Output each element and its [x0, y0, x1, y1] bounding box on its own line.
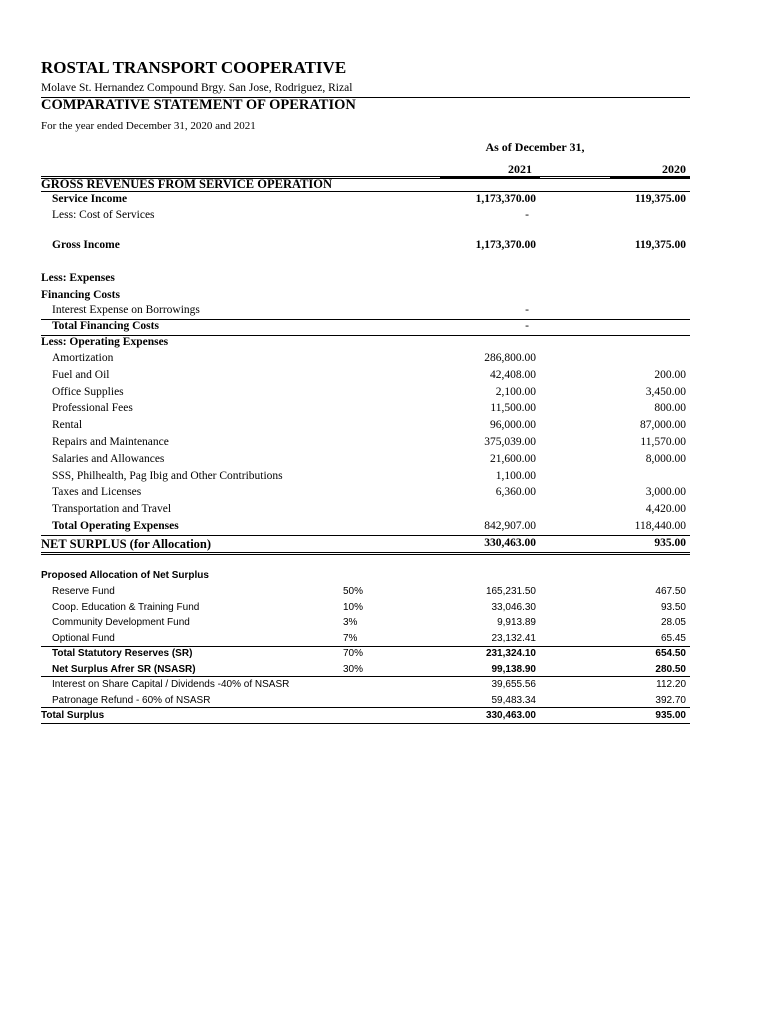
value-2021: 96,000.00	[490, 419, 536, 432]
net-surplus-row	[0, 537, 768, 553]
row-label: Optional Fund	[52, 632, 115, 644]
row-label: Total Statutory Reserves (SR)	[52, 648, 193, 659]
row-label: Repairs and Maintenance	[52, 436, 169, 448]
row-label: Patronage Refund - 60% of NSASR	[52, 694, 211, 706]
operating-heading: Less: Operating Expenses	[41, 336, 169, 348]
value-2021: -	[525, 209, 529, 221]
allocation-row	[0, 586, 768, 602]
net-surplus-top-rule	[41, 535, 690, 536]
as-of-heading: As of December 31,	[485, 140, 585, 154]
financing-heading-row	[0, 289, 768, 305]
allocation-row	[0, 679, 768, 695]
value-2020: 654.50	[655, 648, 686, 659]
gross-income-row	[0, 239, 768, 255]
statement-period: For the year ended December 31, 2020 and 2021	[41, 120, 256, 132]
value-2021: -	[525, 304, 529, 316]
value-2020: 467.50	[655, 586, 686, 597]
total-surplus-top-rule	[41, 707, 690, 708]
row-label: Fuel and Oil	[52, 368, 110, 381]
allocation-row	[0, 617, 768, 633]
value-2020: 8,000.00	[645, 452, 686, 465]
value-2021: 23,132.41	[491, 632, 536, 644]
value-2021: 99,138.90	[491, 663, 536, 675]
value-2021: 6,360.00	[495, 486, 536, 499]
allocation-heading: Proposed Allocation of Net Surplus	[41, 570, 209, 581]
value-2020: 392.70	[655, 694, 686, 706]
allocation-row	[0, 602, 768, 618]
row-label: Total Operating Expenses	[52, 520, 179, 532]
value-2021: 842,907.00	[484, 520, 536, 532]
value-2020: 11,570.00	[640, 436, 686, 448]
nsasr-bottom-rule	[41, 676, 690, 677]
allocation-row	[0, 695, 768, 711]
row-label: Community Development Fund	[52, 617, 190, 628]
expense-row	[0, 386, 768, 402]
company-name: ROSTAL TRANSPORT COOPERATIVE	[41, 58, 347, 77]
statement-title: COMPARATIVE STATEMENT OF OPERATION	[41, 97, 356, 113]
total-financing-row	[0, 320, 768, 336]
value-2021: 1,100.00	[495, 469, 536, 482]
row-percent: 7%	[343, 632, 358, 644]
value-2021: 59,483.34	[491, 694, 536, 706]
interest-expense-row	[0, 304, 768, 320]
value-2020: 112.20	[656, 679, 686, 690]
expense-row	[0, 486, 768, 502]
expense-row	[0, 369, 768, 385]
financing-heading: Financing Costs	[41, 289, 120, 301]
expense-row	[0, 503, 768, 519]
row-percent: 10%	[343, 601, 364, 613]
column-header-2021: 2021	[508, 162, 532, 176]
value-2020: 119,375.00	[634, 239, 686, 251]
expense-row	[0, 470, 768, 486]
value-2020: 800.00	[654, 402, 686, 415]
row-label: Interest on Share Capital / Dividends -40% of NSASR	[52, 679, 290, 690]
allocation-heading-row	[0, 570, 768, 586]
row-percent: 70%	[343, 648, 364, 659]
expense-row	[0, 402, 768, 418]
row-label: Total Surplus	[41, 710, 105, 721]
service-income-row	[0, 193, 768, 209]
value-2021: 11,500.00	[490, 402, 536, 415]
value-2020: 935.00	[654, 537, 686, 549]
statutory-top-rule	[41, 646, 690, 647]
value-2021: 21,600.00	[490, 452, 536, 465]
column-header-2020: 2020	[662, 162, 686, 176]
value-2021: 165,231.50	[485, 586, 536, 597]
row-percent: 30%	[343, 663, 364, 675]
value-2020: 3,000.00	[645, 486, 686, 499]
expense-row	[0, 352, 768, 368]
value-2021: 9,913.89	[497, 617, 536, 628]
row-percent: 50%	[343, 586, 364, 597]
row-label: Net Surplus Afrer SR (NSASR)	[52, 663, 196, 675]
value-2021: 286,800.00	[484, 352, 536, 364]
row-label: Amortization	[52, 352, 114, 364]
value-2021: 42,408.00	[490, 368, 536, 381]
revenues-heading: GROSS REVENUES FROM SERVICE OPERATION	[41, 177, 333, 191]
expenses-heading: Less: Expenses	[41, 272, 115, 284]
value-2020: 118,440.00	[634, 520, 686, 532]
total-surplus-bottom-rule	[41, 723, 690, 724]
allocation-row	[0, 648, 768, 664]
cost-of-services-row	[0, 209, 768, 225]
row-label: Less: Cost of Services	[52, 209, 155, 221]
expenses-heading-row	[0, 272, 768, 288]
value-2020: 93.50	[660, 601, 686, 613]
row-label: Transportation and Travel	[52, 503, 172, 516]
value-2021: -	[525, 320, 529, 332]
value-2020: 87,000.00	[640, 419, 686, 432]
value-2020: 200.00	[654, 368, 686, 381]
value-2021: 33,046.30	[491, 601, 536, 613]
row-label: Rental	[52, 419, 83, 432]
value-2020: 3,450.00	[645, 385, 686, 398]
value-2021: 330,463.00	[484, 537, 536, 549]
row-label: Professional Fees	[52, 402, 133, 415]
value-2021: 1,173,370.00	[475, 193, 536, 205]
row-label: Office Supplies	[52, 385, 124, 398]
row-percent: 3%	[343, 617, 358, 628]
row-label: Gross Income	[52, 239, 120, 251]
value-2020: 119,375.00	[634, 193, 686, 205]
value-2021: 231,324.10	[485, 648, 536, 659]
value-2020: 65.45	[660, 632, 686, 644]
row-label: Service Income	[52, 193, 128, 205]
operating-heading-row	[0, 336, 768, 352]
company-address: Molave St. Hernandez Compound Brgy. San Jose, Rodriguez, Rizal	[41, 82, 353, 94]
net-surplus-bottom-rule	[41, 552, 690, 555]
value-2020: 280.50	[655, 663, 686, 675]
value-2021: 2,100.00	[495, 385, 536, 398]
expense-row	[0, 436, 768, 452]
value-2020: 935.00	[655, 710, 686, 721]
row-label: Salaries and Allowances	[52, 452, 165, 465]
value-2020: 4,420.00	[645, 503, 686, 516]
value-2021: 330,463.00	[485, 710, 536, 721]
row-label: Taxes and Licenses	[52, 486, 142, 499]
allocation-row	[0, 664, 768, 680]
expense-row	[0, 453, 768, 469]
row-label: SSS, Philhealth, Pag Ibig and Other Contributions	[52, 469, 283, 482]
value-2020: 28.05	[660, 617, 686, 628]
row-label: Interest Expense on Borrowings	[52, 304, 200, 316]
row-label: Reserve Fund	[52, 586, 115, 597]
total-operating-row	[0, 520, 768, 536]
row-label: Total Financing Costs	[52, 320, 159, 332]
revenues-heading-rule	[41, 191, 690, 192]
value-2021: 375,039.00	[484, 436, 536, 448]
row-label: NET SURPLUS (for Allocation)	[41, 537, 212, 551]
expense-row	[0, 419, 768, 435]
row-label: Coop. Education & Training Fund	[52, 601, 200, 613]
value-2021: 39,655.56	[491, 679, 536, 690]
value-2021: 1,173,370.00	[475, 239, 536, 251]
